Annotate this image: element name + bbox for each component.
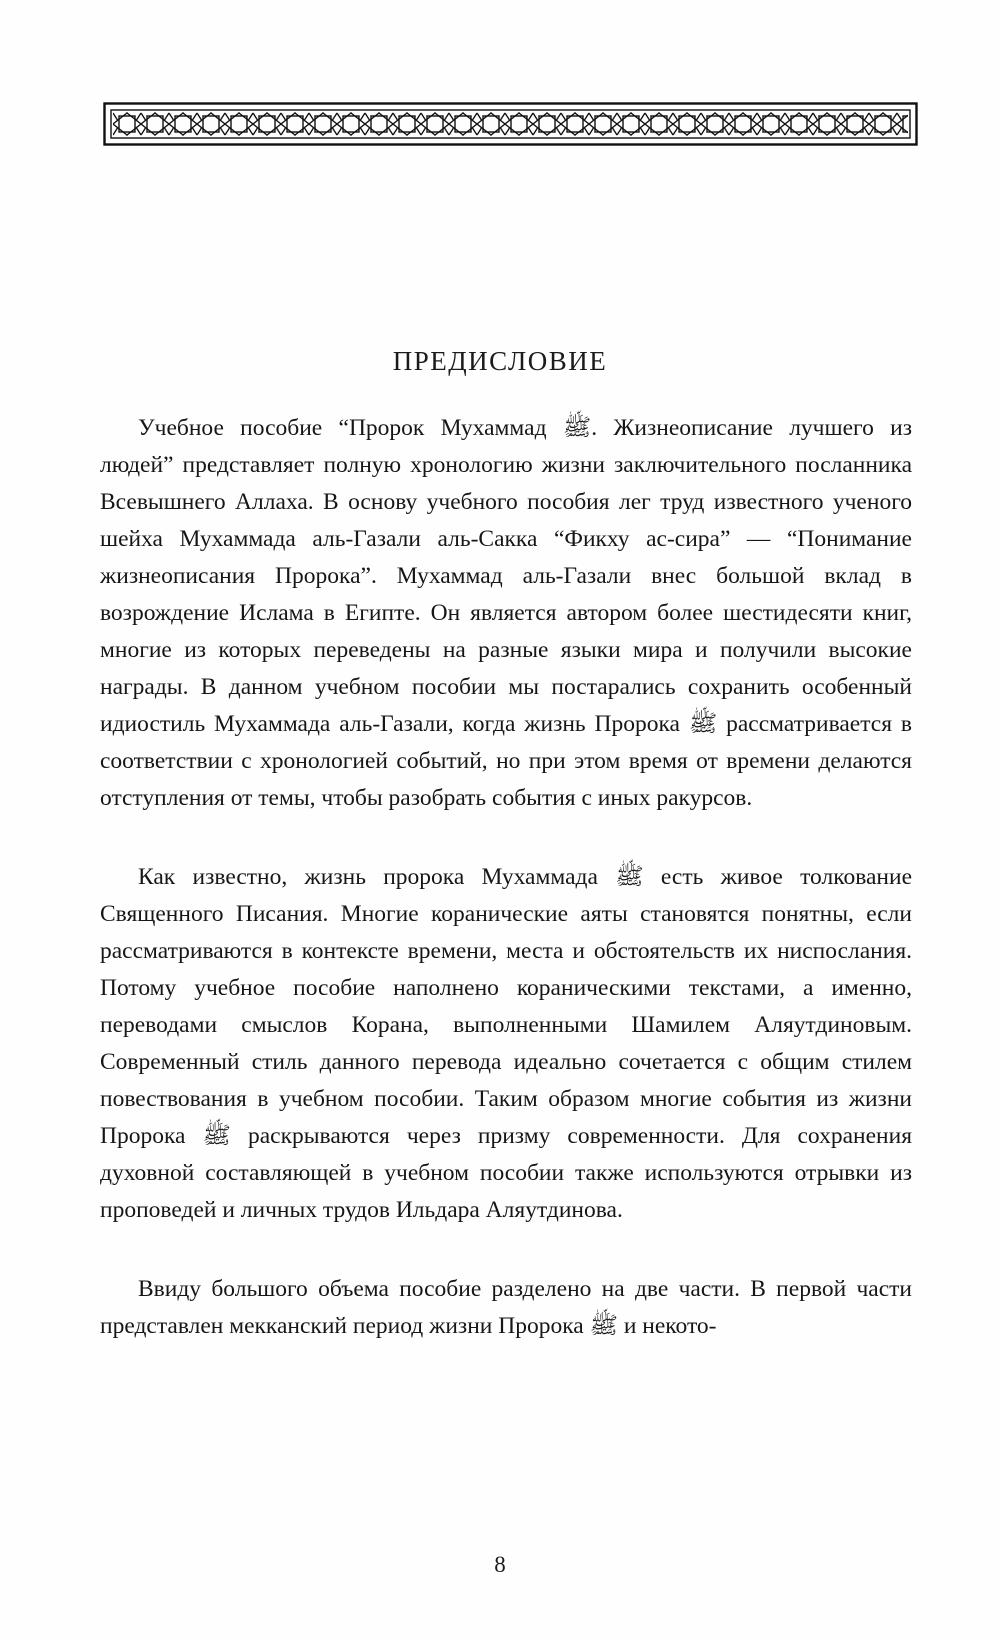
ornamental-lattice-band	[103, 102, 918, 146]
body-text-block	[100, 410, 912, 1387]
chapter-title: ПРЕДИСЛОВИЕ	[392, 346, 608, 376]
paragraph-intro: Учебное пособие “Пророк Мухаммад ﷺ. Жизнеописание лучшего из людей” представляет полную хронологию жизни заключительного посланника Всевышнего Аллаха. В основу учебного пособия лег труд известного ученого шейха Мухаммада аль-Газали аль-Сакка “Фикху ас-сира” — “Понимание жизнеописания Пророка”. Мухаммад аль-Газали внес большой вклад в возрождение Ислама в Египте. Он является автором более шестидесяти книг, многие из которых переведены на разные языки мира и получили высокие награды. В данном учебном пособии мы постарались сохранить особенный идиостиль Мухаммада аль-Газали, когда жизнь Пророка ﷺ рассматривается в соответствии с хронологией событий, но при этом время от времени делаются отступления от темы, чтобы разобрать события с иных ракурсов.	[100, 415, 912, 811]
paragraph-two-parts: Ввиду большого объема пособие разделено на две части. В первой части представлен мекканский период жизни Пророка ﷺ и некото-	[100, 1276, 912, 1339]
page-number: 8	[494, 1552, 506, 1577]
paragraph-quran-translation: Как известно, жизнь пророка Мухаммада ﷺ есть живое толкование Священного Писания. Многие коранические аяты становятся понятны, если рассматриваются в контексте времени, места и обстоятельств их ниспослания. Потому учебное пособие наполнено кораническими текстами, а именно, переводами смыслов Корана, выполненными Шамилем Аляутдиновым. Современный стиль данного перевода идеально сочетается с общим стилем повествования в учебном пособии. Таким образом многие события из жизни Пророка ﷺ раскрываются через призму современности. Для сохранения духовной составляющей в учебном пособии также используются отрывки из проповедей и личных трудов Ильдара Аляутдинова.	[100, 864, 912, 1223]
lattice-band-graphic	[103, 102, 918, 146]
